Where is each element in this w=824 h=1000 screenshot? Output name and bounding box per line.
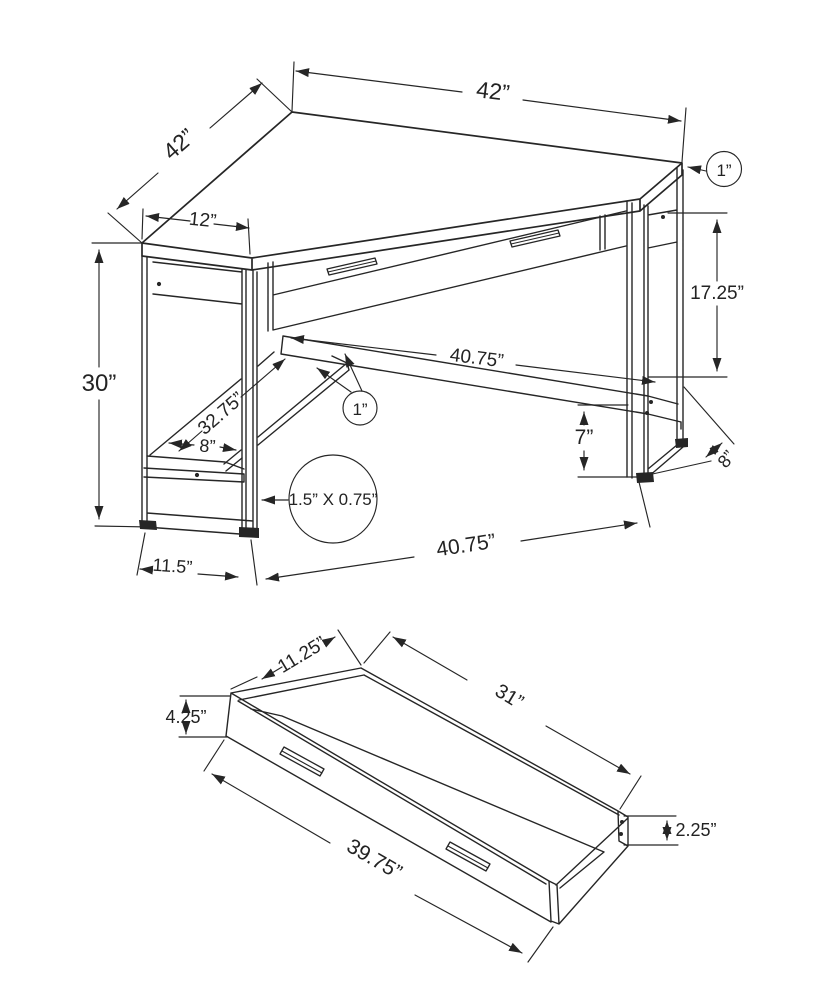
dim-label-drawer-side-depth: 11.25” — [274, 632, 331, 678]
dim-drawer-back-width — [364, 632, 641, 809]
dim-label-drawer-front-width: 39.75” — [342, 834, 406, 885]
screw-dot — [661, 215, 665, 219]
dim-label-front-left-edge: 12” — [187, 208, 218, 233]
drawer-handle-left-edge — [282, 751, 322, 773]
dim-desk-front-left-edge — [142, 209, 250, 254]
desk-left-leg-feet — [139, 520, 259, 538]
dim-shelf-floor-height — [575, 405, 649, 477]
callout-desktop-thickness — [688, 152, 742, 187]
desk-drawing — [139, 112, 688, 538]
drawer-drawing — [226, 668, 628, 924]
dim-label-desktop-thickness: 1” — [716, 161, 732, 180]
dim-label-shelf-floor-height: 7” — [574, 426, 594, 449]
desk-right-leg-frame — [627, 168, 683, 478]
dim-desk-right-edge — [292, 62, 686, 162]
dim-label-drawer-back-height: 2.25” — [675, 820, 717, 840]
dim-drawer-back-height — [624, 816, 717, 845]
dim-label-desk-right-edge: 42” — [474, 76, 512, 106]
dim-corner-tray-length — [179, 359, 285, 451]
screw-dot — [619, 832, 623, 836]
callout-leg-tube-profile — [262, 455, 378, 543]
desk-top-surface — [142, 112, 682, 270]
dim-side-shelf-depth — [169, 435, 236, 456]
dim-side-base-width — [137, 533, 238, 577]
dim-label-corner-tray-length: 32.75” — [194, 388, 249, 440]
screw-dot — [649, 400, 653, 404]
drawer-dimensions — [165, 630, 716, 962]
dim-label-side-base-width: 11.5” — [151, 554, 193, 578]
dim-label-leg-base-depth: 8” — [713, 446, 740, 472]
dim-label-drawer-back-width: 31” — [491, 679, 528, 714]
dim-label-overall-height: 30” — [81, 370, 117, 397]
dim-label-lower-shelf-length: 40.75” — [448, 344, 505, 373]
dim-label-under-desk-clearance: 17.25” — [690, 283, 744, 304]
dim-drawer-front-width — [204, 740, 553, 962]
dim-label-base-span: 40.75” — [434, 529, 498, 562]
dim-label-drawer-front-height: 4.25” — [165, 707, 207, 727]
dim-label-panel-thickness: 1” — [352, 400, 368, 419]
dim-lower-shelf-length — [291, 338, 655, 382]
dim-label-desk-left-edge: 42” — [157, 123, 200, 165]
dim-drawer-front-height — [165, 696, 230, 737]
screw-dot — [157, 282, 161, 286]
dim-label-side-shelf-depth: 8” — [198, 435, 217, 457]
screw-dot — [195, 473, 199, 477]
drawer-body — [226, 668, 628, 924]
screw-dot — [620, 820, 624, 824]
dim-label-leg-tube-profile: 1.5” X 0.75” — [288, 490, 378, 509]
drawer-handle-right-edge — [448, 846, 488, 868]
dim-under-desk-clearance — [648, 213, 744, 377]
dim-overall-height — [82, 243, 149, 527]
